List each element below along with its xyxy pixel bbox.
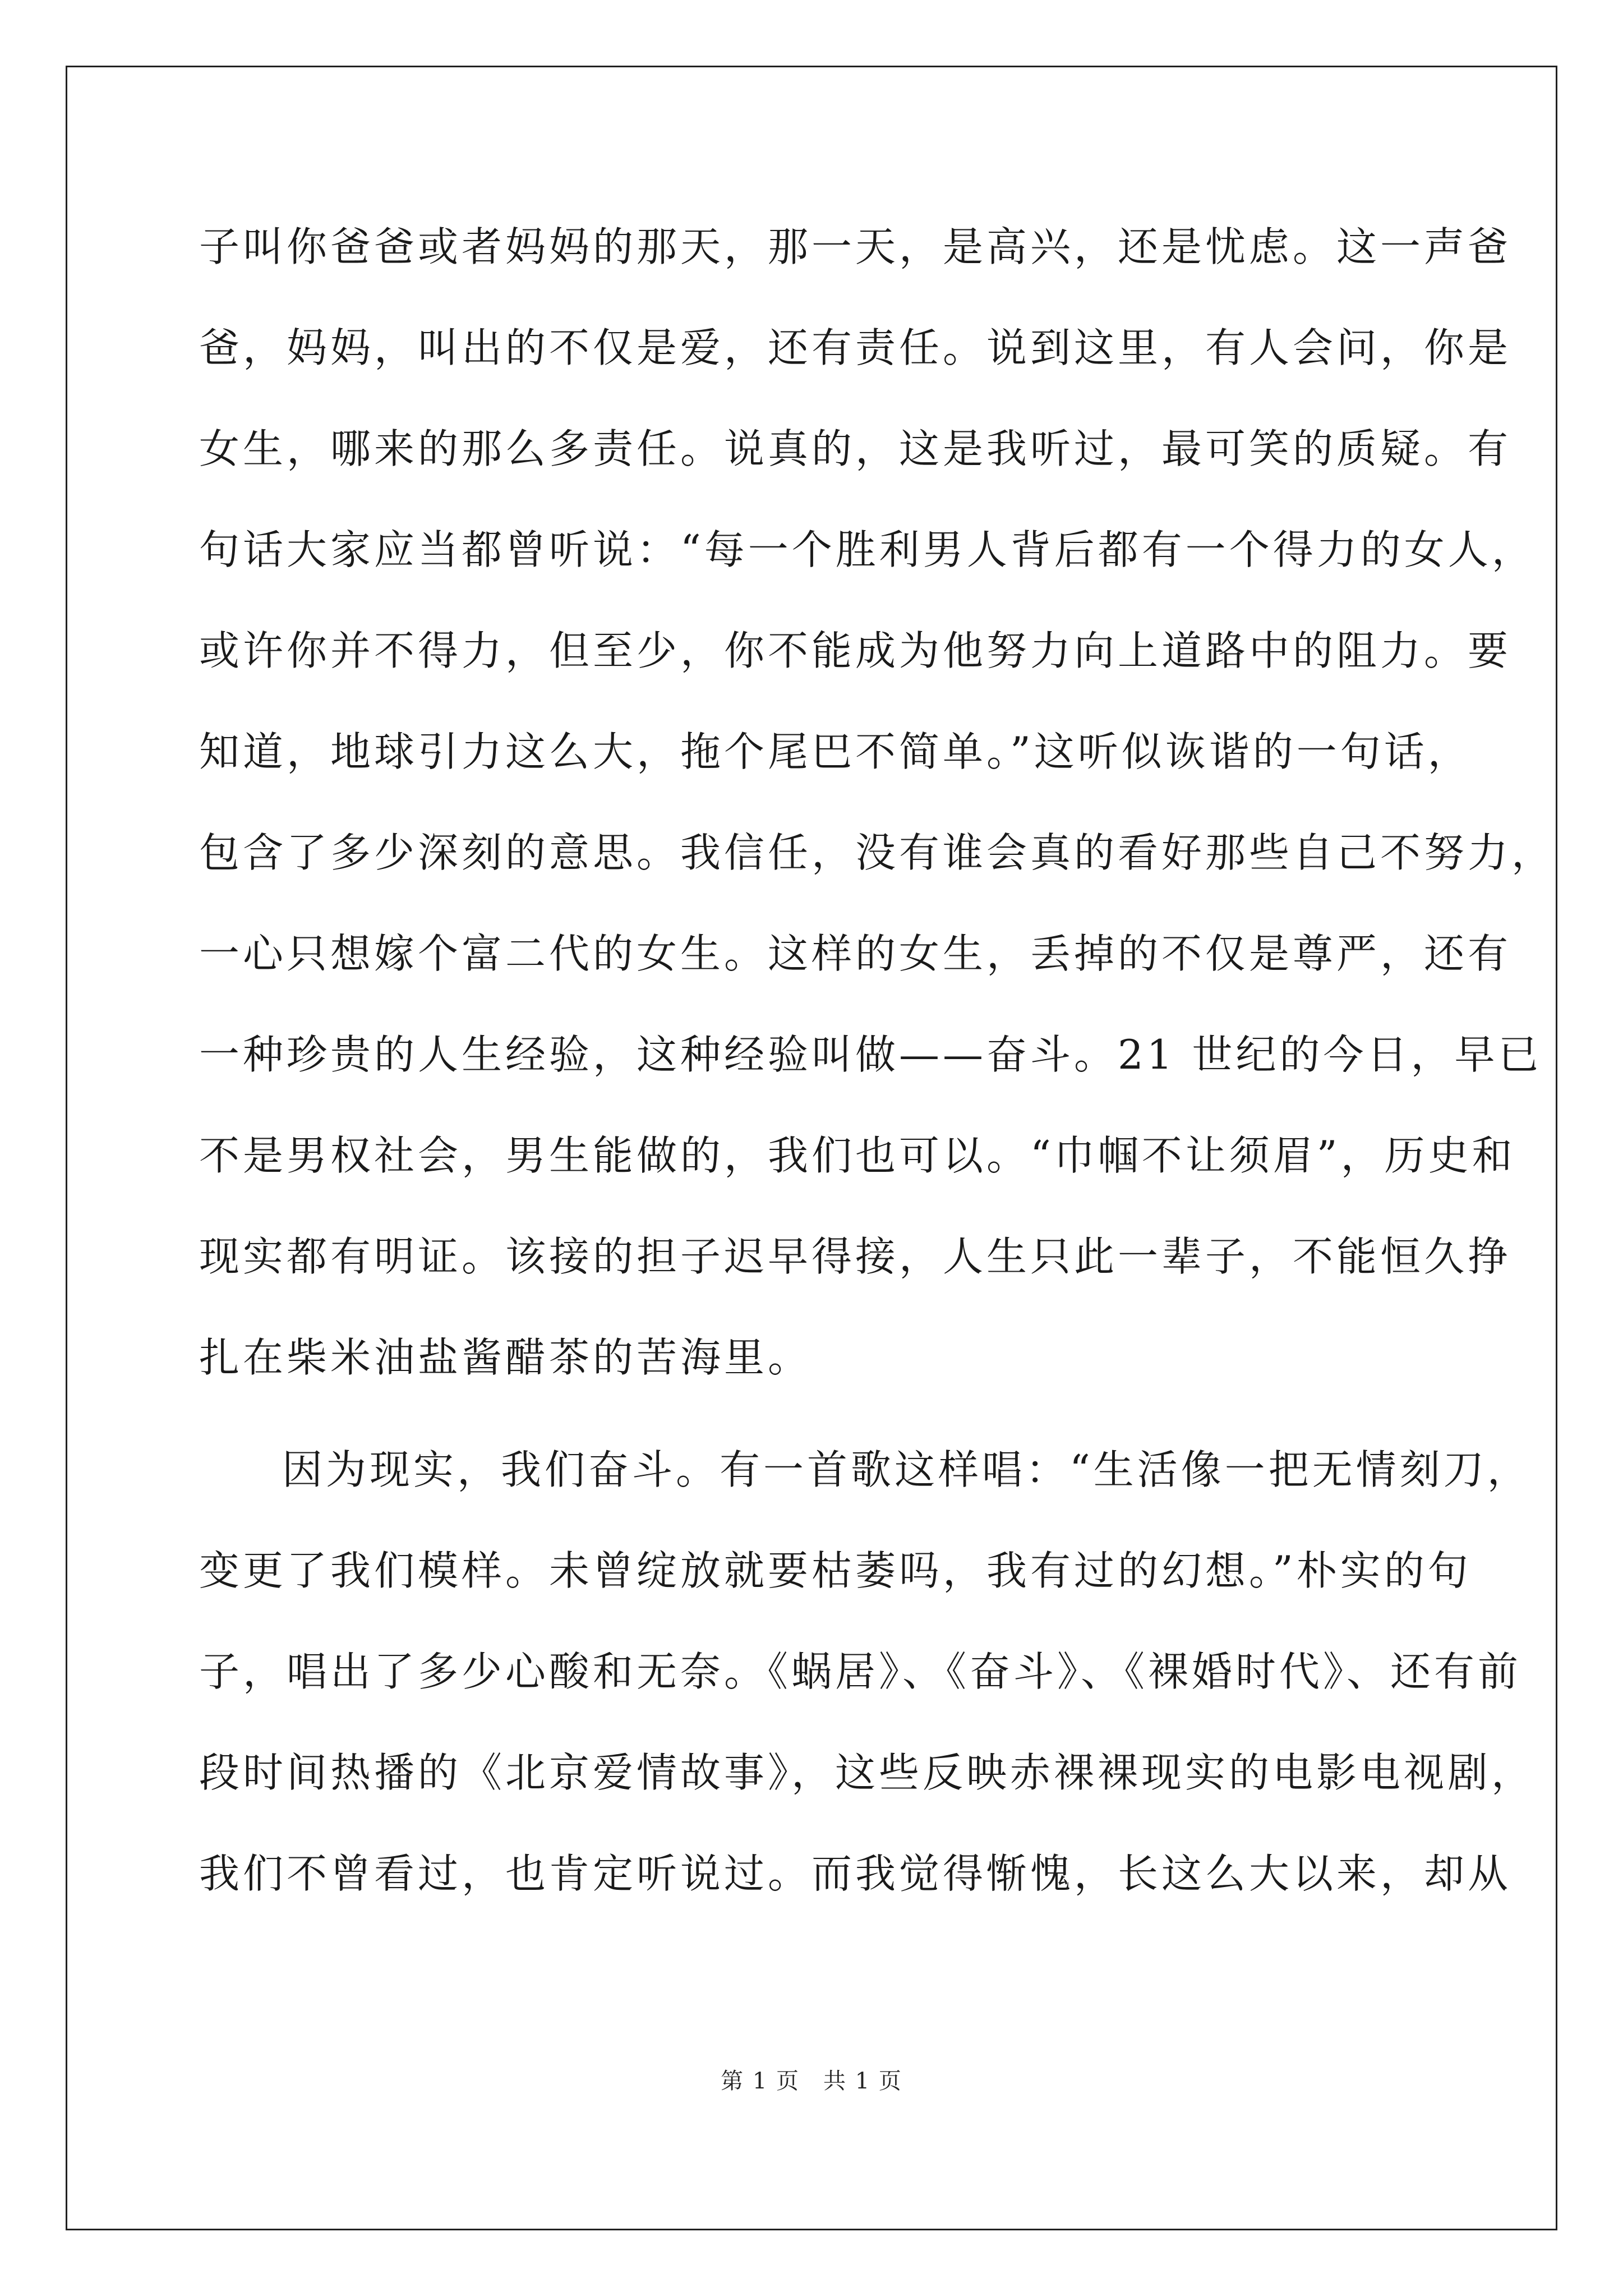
text-line: 变更了我们模样。未曾绽放就要枯萎吗，我有过的幻想。”朴实的句 — [199, 1547, 1472, 1594]
text-line: 子，唱出了多少心酸和无奈。《蜗居》、《奋斗》、《裸婚时代》、还有前 — [199, 1648, 1522, 1695]
text-line: 包含了多少深刻的意思。我信任，没有谁会真的看好那些自己不努力， — [199, 829, 1556, 876]
text-line: 或许你并不得力，但至少，你不能成为他努力向上道路中的阻力。要 — [199, 627, 1512, 674]
text-line: 女生，哪来的那么多责任。说真的，这是我听过，最可笑的质疑。有 — [199, 425, 1512, 472]
text-line: 爸，妈妈，叫出的不仅是爱，还有责任。说到这里，有人会问，你是 — [199, 324, 1512, 371]
text-line-indented: 因为现实，我们奋斗。有一首歌这样唱：“生活像一把无情刻刀， — [282, 1446, 1531, 1493]
text-line: 段时间热播的《北京爱情故事》，这些反映赤裸裸现实的电影电视剧， — [199, 1749, 1536, 1796]
text-line: 现实都有明证。该接的担子迟早得接，人生只此一辈子，不能恒久挣 — [199, 1233, 1512, 1280]
paragraph-gap — [199, 1408, 1467, 1419]
document-body — [199, 196, 1556, 1924]
text-line: 知道，地球引力这么大，拖个尾巴不简单。”这听似诙谐的一句话， — [199, 728, 1472, 775]
page-footer: 第 1 页 共 1 页 — [721, 2068, 902, 2094]
text-line: 扎在柴米油盐酱醋茶的苦海里。 — [199, 1334, 812, 1381]
text-line: 一种珍贵的人生经验，这种经验叫做——奋斗。21 世纪的今日，早已 — [199, 1031, 1542, 1078]
text-line: 不是男权社会，男生能做的，我们也可以。“巾帼不让须眉”，历史和 — [199, 1132, 1516, 1179]
text-line: 句话大家应当都曾听说：“每一个胜利男人背后都有一个得力的女人， — [199, 526, 1536, 573]
text-line: 子叫你爸爸或者妈妈的那天，那一天，是高兴，还是忧虑。这一声爸 — [199, 223, 1512, 270]
text-line: 我们不曾看过，也肯定听说过。而我觉得惭愧，长这么大以来，却从 — [199, 1850, 1512, 1897]
text-line: 一心只想嫁个富二代的女生。这样的女生，丢掉的不仅是尊严，还有 — [199, 930, 1512, 977]
